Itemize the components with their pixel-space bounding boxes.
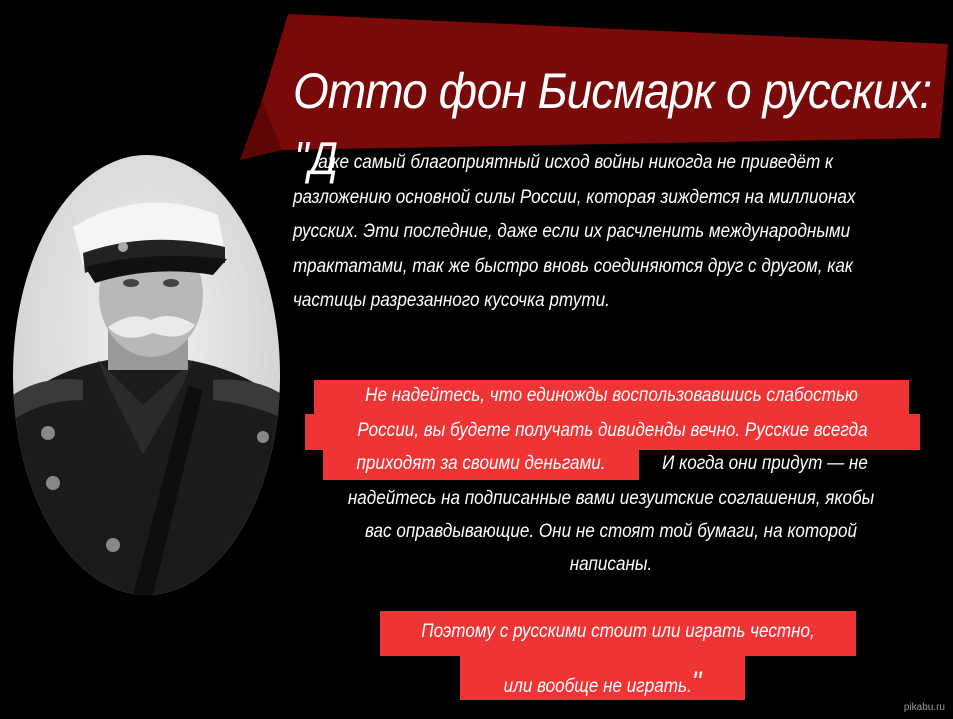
highlight-line-1: Не надейтесь, что единожды воспользовавшись слабостью xyxy=(365,385,858,406)
paragraph2-line-4: написаны. xyxy=(569,554,653,575)
paragraph2-line-2: надейтесь на подписанные вами иезуитские соглашения, якобы xyxy=(347,488,875,509)
paragraph2-line-1: И когда они придут — не xyxy=(662,453,868,474)
quote-paragraph-1-text: аже самый благоприятный исход войны никогда не приведёт к разложению основной силы России, которая зиждется на миллионах русских. Эти последние, даже если их расчленить международными трактатами, так же быстро вновь соединяются друг с другом, как частицы разрезанного кусочка ртути. xyxy=(293,152,856,311)
final-line-1: Поэтому с русскими стоит или играть честно, xyxy=(421,621,815,642)
highlight-line-3: приходят за своими деньгами. xyxy=(356,453,606,474)
closing-quote: " xyxy=(691,666,702,699)
highlight-line-2: России, вы будете получать дивиденды вечно. Русские всегда xyxy=(357,420,868,441)
watermark: pikabu.ru xyxy=(903,702,945,713)
paragraph2-line-3: вас оправдывающие. Они не стоят той бумаги, на которой xyxy=(364,521,858,542)
page-title: Отто фон Бисмарк о русских: xyxy=(293,63,932,119)
bismarck-portrait xyxy=(13,155,280,595)
opening-quote: "Д xyxy=(294,132,338,184)
quote-paragraph-1 xyxy=(293,146,878,319)
final-line-2-text: или вообще не играть. xyxy=(503,676,692,697)
final-line-2 xyxy=(474,666,731,700)
